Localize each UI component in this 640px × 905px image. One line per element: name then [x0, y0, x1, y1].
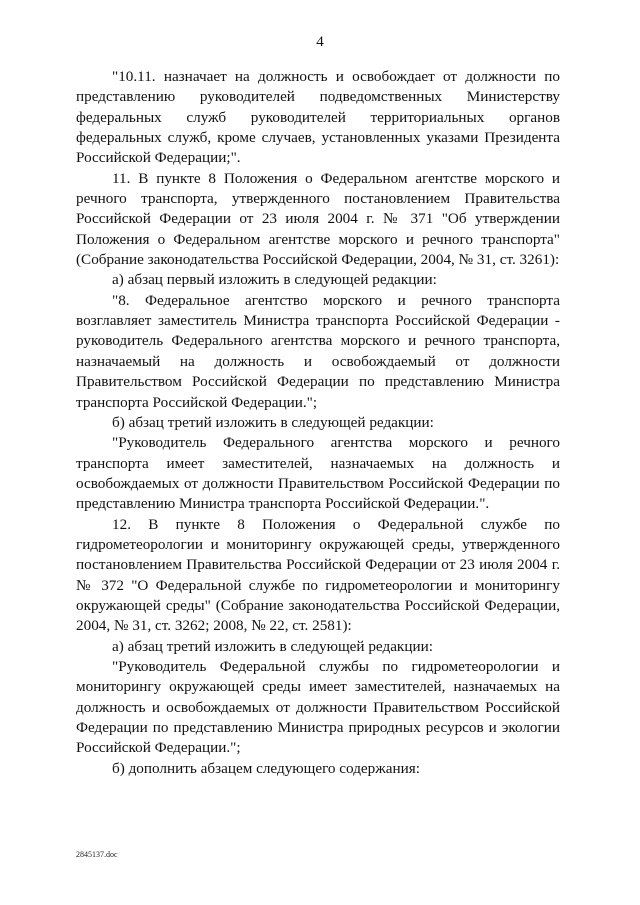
- paragraph-item-11: 11. В пункте 8 Положения о Федеральном агентстве морского и речного транспорта, утвержденного постановлением Правительства Российской Федерации от 23 июля 2004 г. № 371 "Об утверждении Положения о Федеральном агентстве морского и речного транспорта" (Собрание законодательства Российской Федерации, 2004, № 31, ст. 3261):: [76, 169, 560, 269]
- footer-doc-reference: 2845137.doc: [76, 850, 118, 859]
- paragraph-item-12-a-text: "Руководитель Федеральной службы по гидрометеорологии и мониторингу окружающей среды имеет заместителей, назначаемых на должность и освобождаемых от должности Правительством Российской Федерации по представлению Министра природных ресурсов и экологии Российской Федерации.";: [76, 657, 560, 757]
- paragraph-item-12-a: а) абзац третий изложить в следующей редакции:: [112, 637, 433, 655]
- document-body: [76, 67, 560, 779]
- paragraph-item-11-b-text: "Руководитель Федерального агентства морского и речного транспорта имеет заместителей, назначаемых на должность и освобождаемых от должности Правительством Российской Федерации по представлению Министра транспорта Российской Федерации.".: [76, 434, 560, 513]
- paragraph-10-11-quote: "10.11. назначает на должность и освобождает от должности по представлению руководителей подведомственных Министерству федеральных служб руководителей территориальных органов федеральных служб, кроме случаев, установленных указами Президента Российской Федерации;".: [76, 68, 560, 167]
- page-number: 4: [316, 34, 324, 50]
- paragraph-item-11-a: а) абзац первый изложить в следующей редакции:: [112, 271, 437, 289]
- paragraph-item-11-a-text: "8. Федеральное агентство морского и речного транспорта возглавляет заместитель Министра транспорта Российской Федерации - руководитель Федерального агентства морского и речного транспорта, назначаемый на должность и освобождаемый от должности Правительством Российской Федерации по представлению Министра транспорта Российской Федерации.";: [76, 291, 560, 411]
- paragraph-item-11-b: б) абзац третий изложить в следующей редакции:: [112, 413, 434, 431]
- paragraph-item-12: 12. В пункте 8 Положения о Федеральной службе по гидрометеорологии и мониторингу окружающей среды, утвержденного постановлением Правительства Российской Федерации от 23 июля 2004 г. № 372 "О Федеральной службе по гидрометеорологии и мониторингу окружающей среды" (Собрание законодательства Российской Федерации, 2004, № 31, ст. 3262; 2008, № 22, ст. 2581):: [76, 515, 560, 635]
- paragraph-item-12-b: б) дополнить абзацем следующего содержания:: [112, 759, 420, 777]
